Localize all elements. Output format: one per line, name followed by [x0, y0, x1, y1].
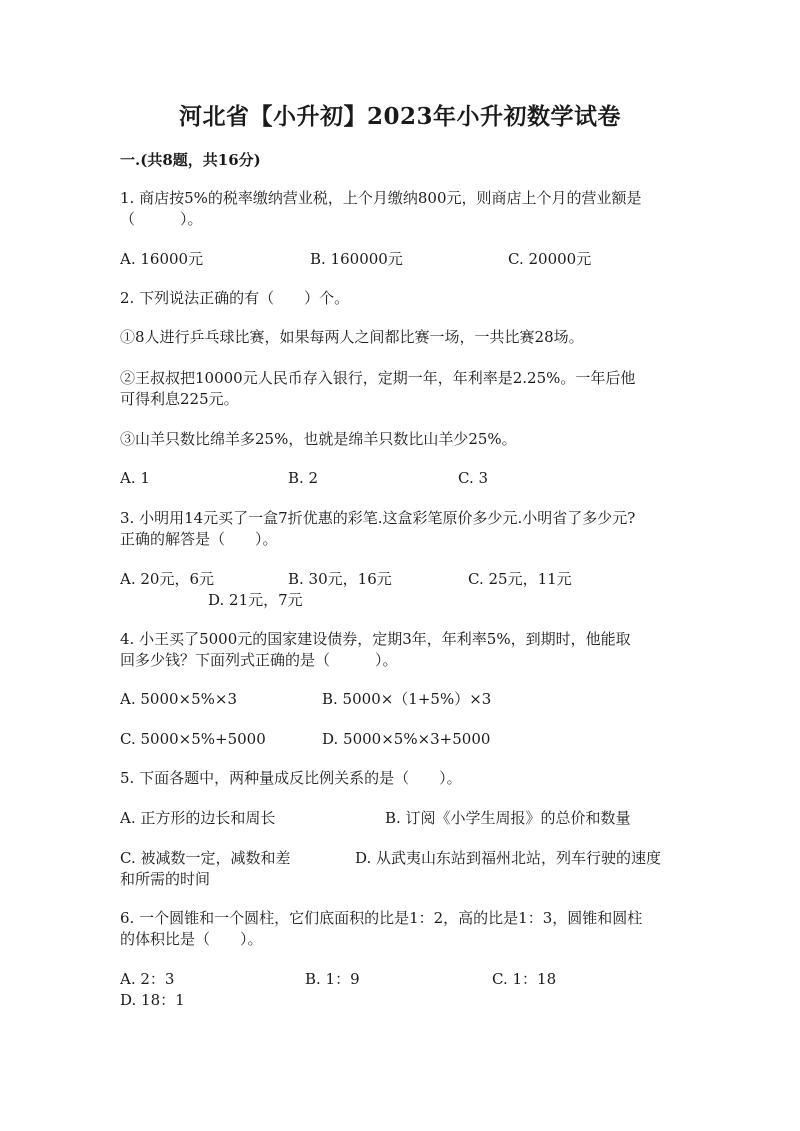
q4-option-b: B. 5000×（1+5%）×3 [322, 690, 492, 708]
exam-title: 河北省【小升初】2023年小升初数学试卷 [178, 103, 621, 130]
q6-stem-line1: 6. 一个圆锥和一个圆柱，它们底面积的比是1：2，高的比是1：3，圆锥和圆柱 [120, 909, 643, 927]
q1-option-b: B. 160000元 [310, 250, 403, 268]
q4-stem-line1: 4. 小王买了5000元的国家建设债券，定期3年，年利率5%，到期时，他能取 [120, 630, 631, 648]
q2-statement-3: ③山羊只数比绵羊多25%，也就是绵羊只数比山羊少25%。 [120, 430, 517, 448]
q4-option-d: D. 5000×5%×3+5000 [322, 730, 491, 748]
q5-option-d-cont: 和所需的时间 [120, 870, 211, 888]
q1-stem-line2: （ ）。 [120, 210, 203, 228]
q2-option-c: C. 3 [458, 469, 489, 487]
q6-option-d: D. 18：1 [120, 991, 185, 1009]
q5-option-d: D. 从武夷山东站到福州北站，列车行驶的速度 [355, 849, 662, 867]
q1-option-c: C. 20000元 [508, 250, 592, 268]
q2-stem: 2. 下列说法正确的有（ ）个。 [120, 289, 350, 307]
q1-option-a: A. 16000元 [120, 250, 204, 268]
q2-option-a: A. 1 [120, 469, 150, 487]
q5-option-c: C. 被减数一定，减数和差 [120, 849, 291, 867]
q2-statement-2-cont: 可得利息225元。 [120, 390, 239, 408]
q3-option-a: A. 20元，6元 [120, 570, 214, 588]
q5-option-a: A. 正方形的边长和周长 [120, 809, 276, 827]
q3-stem-line2: 正确的解答是（ ）。 [120, 530, 278, 548]
q6-option-b: B. 1：9 [305, 970, 360, 988]
q3-stem-line1: 3. 小明用14元买了一盒7折优惠的彩笔.这盒彩笔原价多少元.小明省了多少元? [120, 509, 636, 527]
q3-option-c: C. 25元，11元 [468, 570, 572, 588]
q6-option-c: C. 1：18 [492, 970, 557, 988]
q5-stem: 5. 下面各题中，两种量成反比例关系的是（ ）。 [120, 769, 462, 787]
q2-statement-2: ②王叔叔把10000元人民币存入银行，定期一年，年利率是2.25%。一年后他 [120, 369, 636, 387]
q4-stem-line2: 回多少钱？下面列式正确的是（ ）。 [120, 651, 398, 669]
q4-option-c: C. 5000×5%+5000 [120, 730, 266, 748]
q6-stem-line2: 的体积比是（ ）。 [120, 930, 263, 948]
section-heading: 一.(共8题，共16分) [120, 151, 261, 169]
q4-option-a: A. 5000×5%×3 [120, 690, 238, 708]
q5-option-b: B. 订阅《小学生周报》的总价和数量 [385, 809, 631, 827]
q2-option-b: B. 2 [288, 469, 319, 487]
q1-stem-line1: 1. 商店按5%的税率缴纳营业税，上个月缴纳800元，则商店上个月的营业额是 [120, 189, 642, 207]
q3-option-d: D. 21元，7元 [208, 591, 303, 609]
q6-option-a: A. 2：3 [120, 970, 175, 988]
q3-option-b: B. 30元，16元 [288, 570, 392, 588]
q2-statement-1: ①8人进行乒乓球比赛，如果每两人之间都比赛一场，一共比赛28场。 [120, 328, 584, 346]
